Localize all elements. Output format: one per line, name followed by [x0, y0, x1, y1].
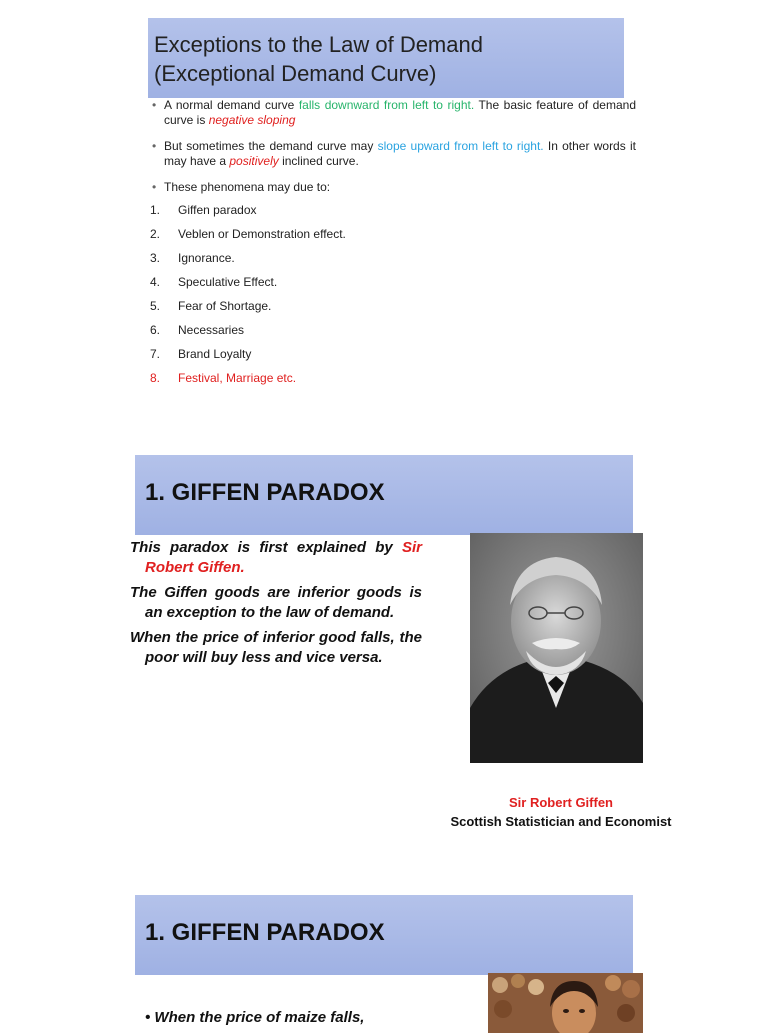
portrait-image — [470, 533, 643, 763]
bullet-dot-icon: • — [152, 98, 157, 112]
list-item: 2. Veblen or Demonstration effect. — [150, 227, 346, 241]
market-photo-illustration — [488, 973, 643, 1033]
list-item: 5. Fear of Shortage. — [150, 299, 272, 313]
list-item: 4. Speculative Effect. — [150, 275, 278, 289]
paragraph-explained: This paradox is first explained by Sir Robert Giffen. — [130, 539, 422, 576]
list-item: 1. Giffen paradox — [150, 203, 257, 217]
slide-title-box — [148, 18, 624, 98]
bullet-upward-curve: • But sometimes the demand curve may slope upward from left to right. In other words it may have a positively inclined curve. — [152, 139, 636, 168]
bullet-dot-icon: • — [152, 139, 157, 153]
name-robert-giffen: Sir Robert Giffen. — [145, 539, 422, 576]
paragraph-price-falls: When the price of inferior good falls, the poor will buy less and vice versa. — [130, 629, 422, 666]
slide-title-bar — [135, 895, 633, 975]
caption-name: Sir Robert Giffen — [508, 795, 613, 810]
list-item: 3. Ignorance. — [150, 251, 235, 265]
highlight-falls-downward: falls downward from left to right. — [298, 98, 475, 112]
bullet-dot-icon: • — [152, 180, 157, 194]
list-item: 7. Brand Loyalty — [150, 347, 252, 361]
bullet-maize: • When the price of maize falls, — [145, 1009, 365, 1026]
slide-title-line2: (Exceptional Demand Curve) — [154, 61, 437, 86]
highlight-slope-upward: slope upward from left to right. — [377, 139, 544, 153]
paragraph-inferior-goods: The Giffen goods are inferior goods is an exception to the law of demand. — [130, 584, 422, 621]
portrait-illustration — [470, 533, 643, 763]
exceptions-list — [150, 203, 636, 395]
giffen-description — [130, 538, 422, 673]
slide-exceptions — [0, 0, 768, 420]
slide-title-bar — [135, 455, 633, 535]
slide-giffen-paradox-2 — [0, 895, 768, 1024]
caption-role: Scottish Statistician and Economist — [450, 814, 672, 829]
market-photo — [488, 973, 643, 1033]
bullet-block — [150, 98, 636, 395]
bullet-phenomena: • These phenomena may due to: — [152, 180, 331, 194]
bullet-dot-icon: • — [145, 1009, 155, 1026]
slide-title: 1. GIFFEN PARADOX — [145, 919, 385, 946]
portrait-caption — [450, 793, 672, 831]
list-item: 6. Necessaries — [150, 323, 245, 337]
slide-title-line1: Exceptions to the Law of Demand — [154, 32, 483, 57]
emphasis-negative-sloping: negative sloping — [208, 113, 296, 127]
emphasis-positively: positively — [229, 154, 279, 168]
slide-title: 1. GIFFEN PARADOX — [145, 479, 385, 506]
slide-giffen-paradox — [0, 455, 768, 855]
list-item-highlighted: 8. Festival, Marriage etc. — [150, 371, 297, 385]
bullet-normal-curve: • A normal demand curve falls downward from left to right. The basic feature of demand curve is negative sloping — [152, 98, 636, 127]
